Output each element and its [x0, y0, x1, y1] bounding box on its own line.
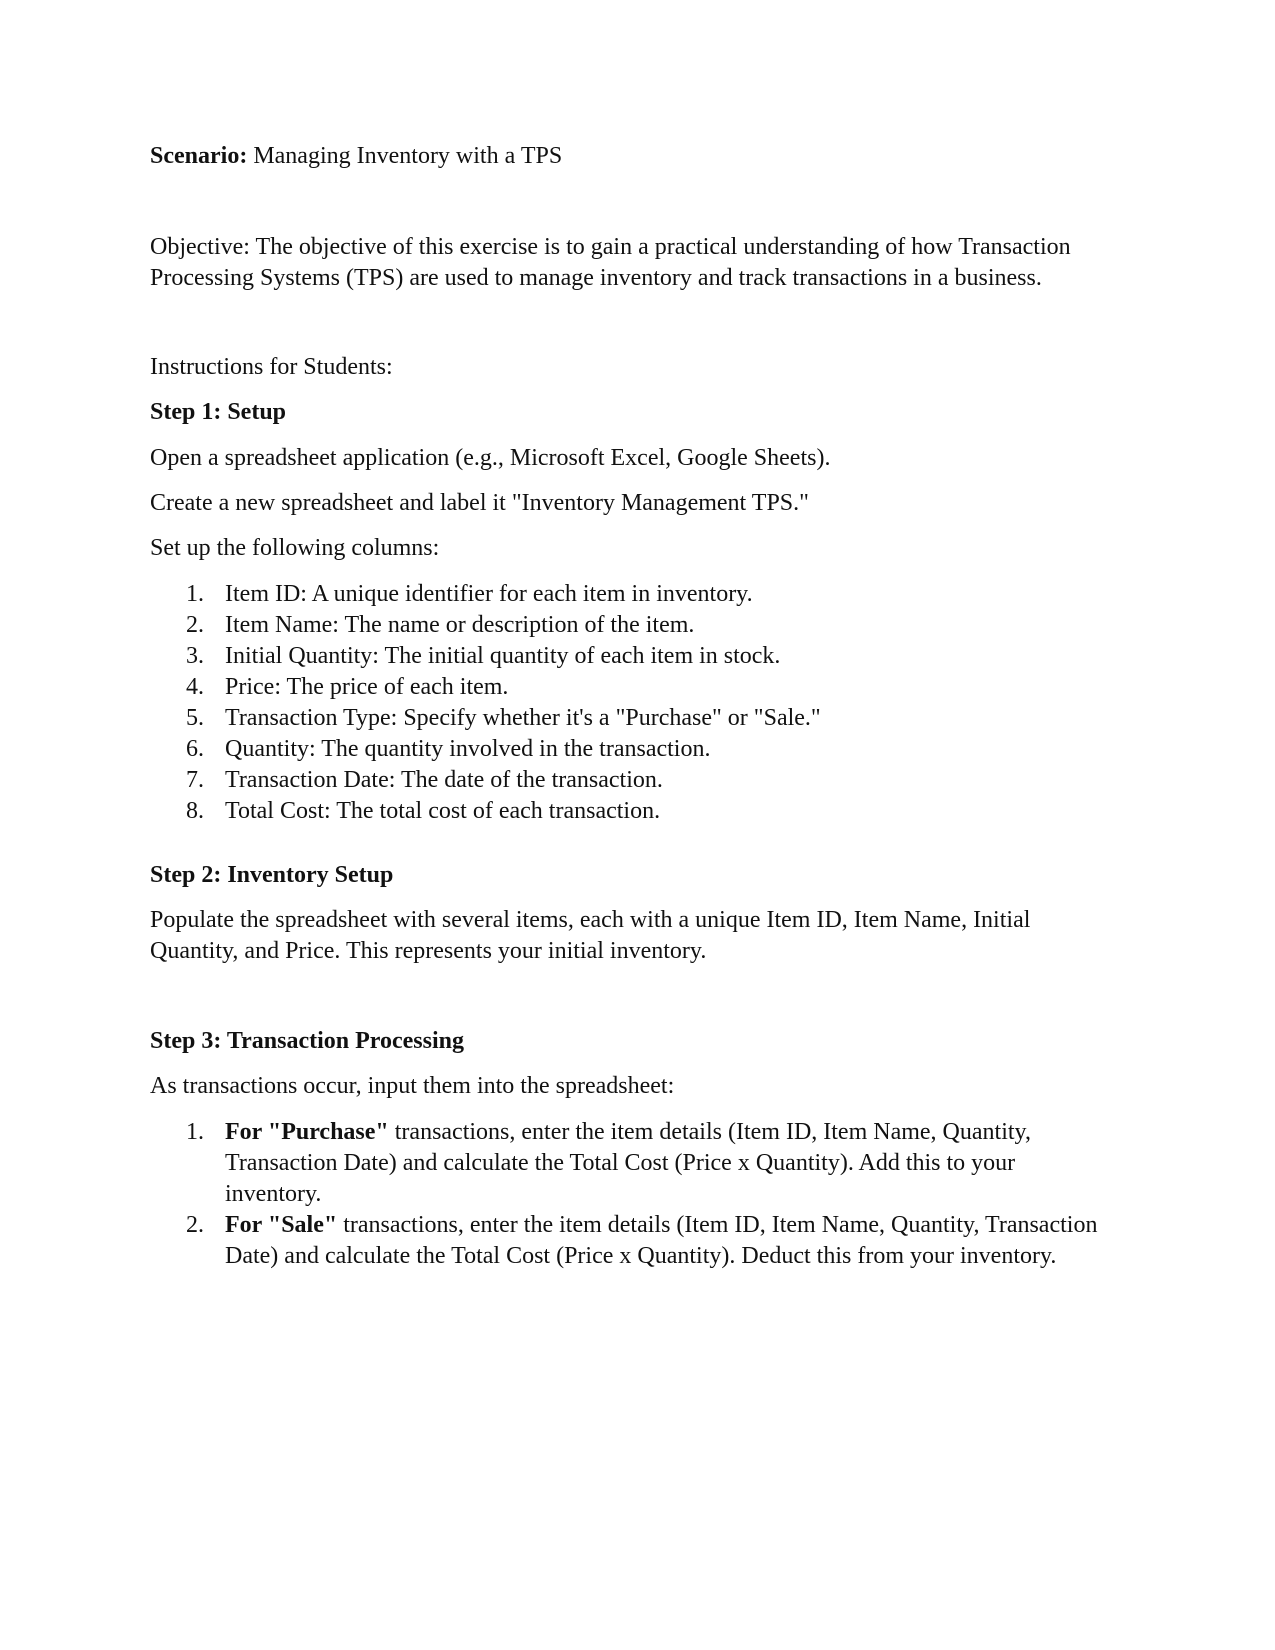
scenario-label: Scenario: — [150, 143, 248, 169]
list-item-text: transactions, enter the item details (Item ID, Item Name, Quantity, Transaction Date) and calculate the Total Cost (Price x Quantity). Add this to your inventory. — [225, 1119, 1031, 1207]
scenario-line — [150, 141, 1110, 172]
list-item — [150, 1210, 1110, 1272]
list-item-bold-lead: For "Sale" — [225, 1212, 338, 1238]
list-item-number: 4. — [186, 674, 204, 700]
step1-paragraph-columns-intro: Set up the following columns: — [150, 535, 440, 561]
list-item-text: transactions, enter the item details (Item ID, Item Name, Quantity, Transaction Date) and calculate the Total Cost (Price x Quantity). Deduct this from your inventory. — [225, 1212, 1098, 1269]
list-item — [150, 765, 1110, 796]
list-item — [150, 734, 1110, 765]
list-item-text: Transaction Type: Specify whether it's a "Purchase" or "Sale." — [225, 705, 821, 731]
list-item — [150, 641, 1110, 672]
step3-transactions-list — [150, 1117, 1110, 1272]
list-item-number: 1. — [186, 581, 204, 607]
list-item-number: 3. — [186, 643, 204, 669]
step3-paragraph: As transactions occur, input them into the spreadsheet: — [150, 1073, 675, 1099]
list-item-text: Quantity: The quantity involved in the transaction. — [225, 736, 711, 762]
list-item-text: Transaction Date: The date of the transaction. — [225, 767, 663, 793]
list-item-number: 8. — [186, 798, 204, 824]
list-item-text: Total Cost: The total cost of each transaction. — [225, 798, 661, 824]
list-item-text: Item ID: A unique identifier for each item in inventory. — [225, 581, 753, 607]
step3-heading: Step 3: Transaction Processing — [150, 1028, 465, 1054]
step1-heading: Step 1: Setup — [150, 399, 287, 425]
list-item-bold-lead: For "Purchase" — [225, 1119, 389, 1145]
step1-paragraph-create-sheet: Create a new spreadsheet and label it "Inventory Management TPS." — [150, 490, 809, 516]
step2-paragraph: Populate the spreadsheet with several items, each with a unique Item ID, Item Name, Initial Quantity, and Price. This represents your initial inventory. — [150, 907, 1031, 964]
list-item-text: Price: The price of each item. — [225, 674, 509, 700]
step1-paragraph-open-app: Open a spreadsheet application (e.g., Microsoft Excel, Google Sheets). — [150, 445, 831, 471]
list-item — [150, 579, 1110, 610]
list-item-number: 2. — [186, 612, 204, 638]
list-item — [150, 1117, 1110, 1210]
list-item-number: 2. — [186, 1212, 204, 1238]
step1-columns-list — [150, 579, 1110, 827]
list-item-text: Initial Quantity: The initial quantity of each item in stock. — [225, 643, 781, 669]
list-item — [150, 672, 1110, 703]
objective-paragraph: Objective: The objective of this exercise is to gain a practical understanding of how Transaction Processing Systems (TPS) are used to manage inventory and track transactions in a business. — [150, 234, 1071, 291]
list-item-text: Item Name: The name or description of the item. — [225, 612, 695, 638]
list-item-number: 7. — [186, 767, 204, 793]
instructions-heading: Instructions for Students: — [150, 354, 393, 380]
list-item-number: 1. — [186, 1119, 204, 1145]
list-item — [150, 796, 1110, 827]
list-item — [150, 703, 1110, 734]
list-item-number: 6. — [186, 736, 204, 762]
list-item — [150, 610, 1110, 641]
list-item-number: 5. — [186, 705, 204, 731]
scenario-text: Managing Inventory with a TPS — [247, 143, 563, 169]
step2-heading: Step 2: Inventory Setup — [150, 862, 394, 888]
